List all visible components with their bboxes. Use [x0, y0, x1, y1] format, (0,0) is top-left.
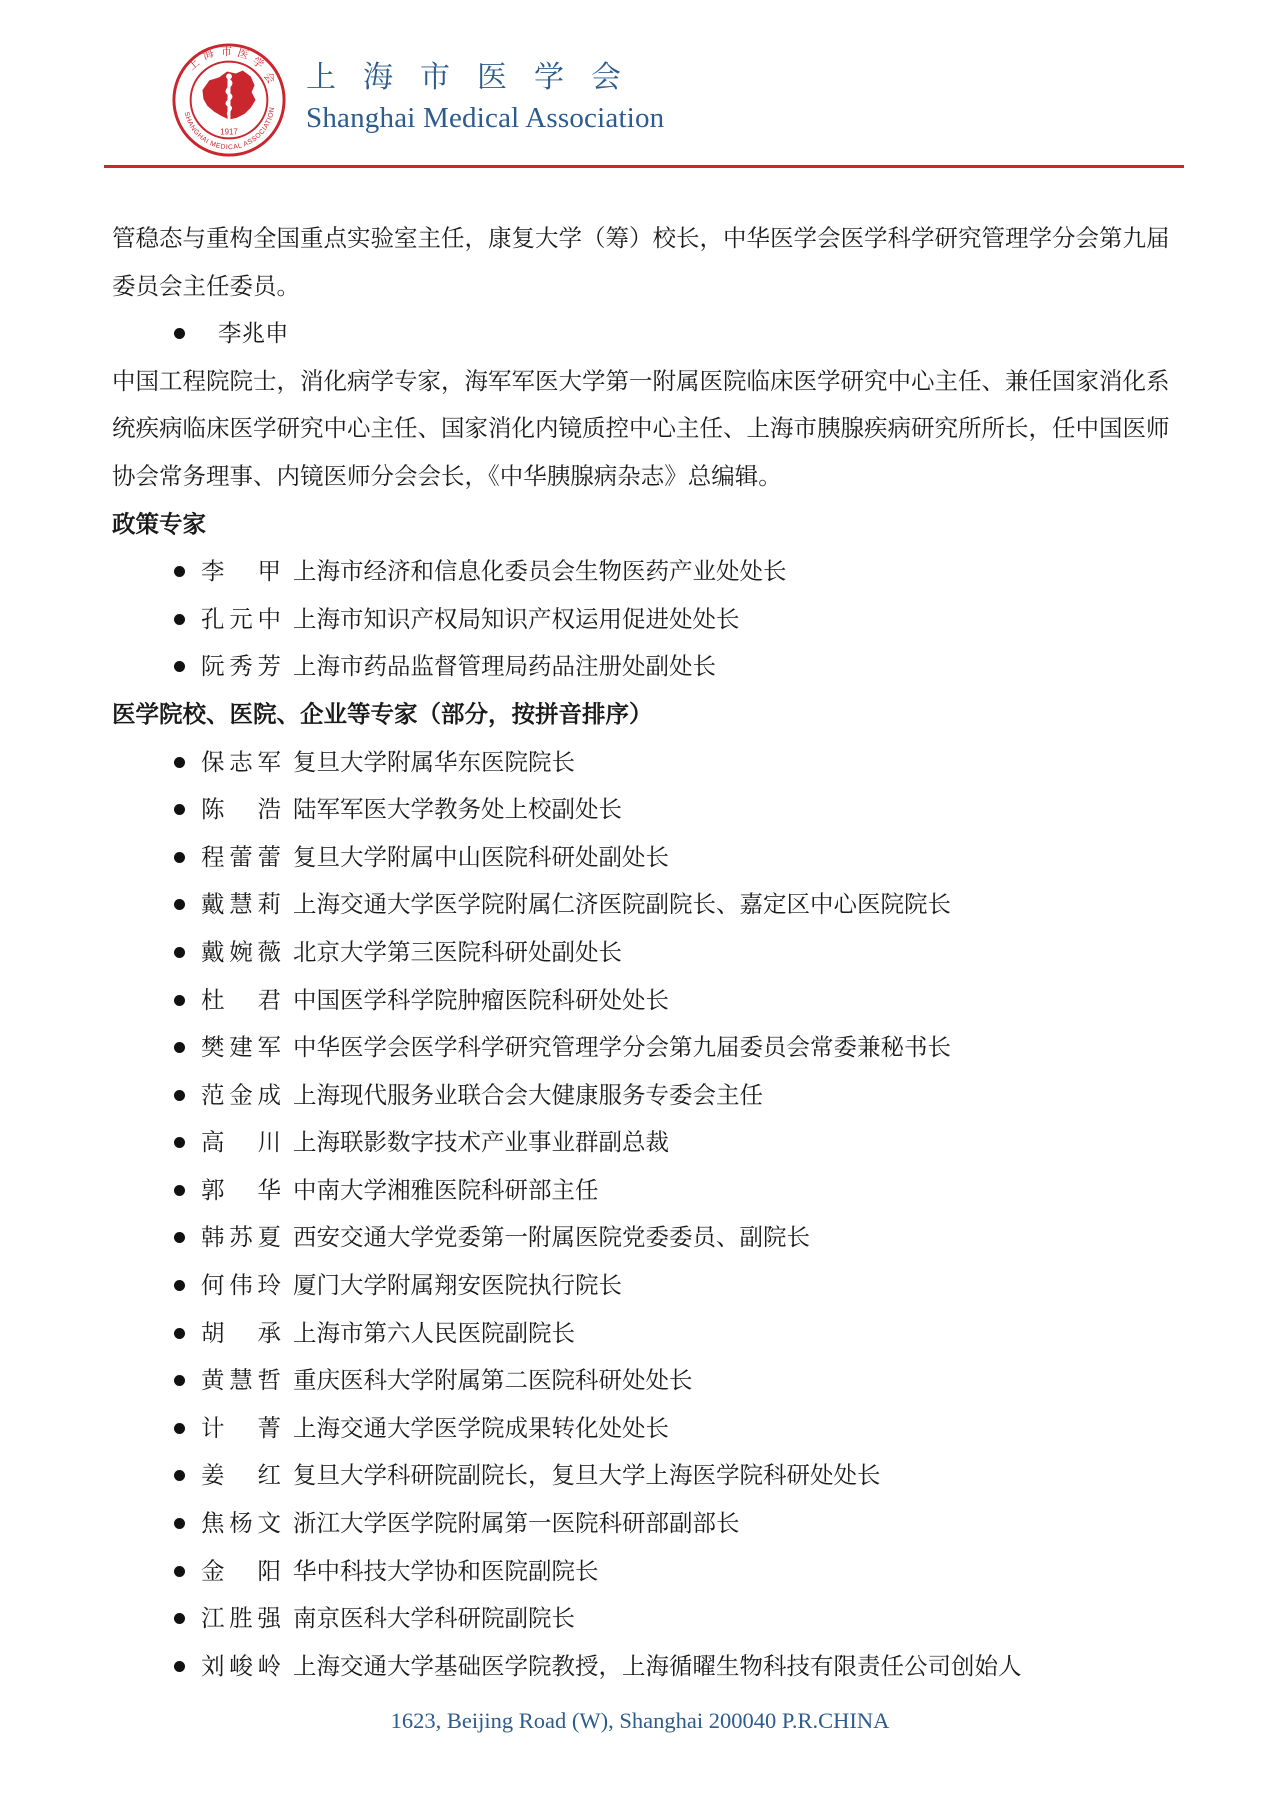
- expert-title: 上海现代服务业联合会大健康服务专委会主任: [293, 1080, 763, 1109]
- expert-name: 樊建军: [201, 1033, 281, 1062]
- bullet-icon: [174, 1613, 185, 1624]
- list-item: [112, 596, 1182, 644]
- expert-title: 上海交通大学医学院附属仁济医院副院长、嘉定区中心医院院长: [293, 890, 951, 919]
- expert-title: 重庆医科大学附属第二医院科研处处长: [293, 1366, 693, 1395]
- expert-title: 西安交通大学党委第一附属医院党委委员、副院长: [293, 1223, 810, 1252]
- header-divider: [104, 165, 1184, 168]
- expert-title: 上海市知识产权局知识产权运用促进处处长: [293, 604, 740, 633]
- expert-title: 复旦大学附属中山医院科研处副处长: [293, 842, 669, 871]
- expert-name: 杜 君: [201, 985, 281, 1014]
- expert-name: 陈 浩: [201, 795, 281, 824]
- list-item: [112, 929, 1182, 977]
- bullet-icon: [174, 1090, 185, 1101]
- bullet-icon: [174, 1566, 185, 1577]
- letterhead: [170, 40, 664, 160]
- expert-title: 上海交通大学基础医学院教授，上海循曜生物科技有限责任公司创始人: [293, 1651, 1022, 1680]
- expert-name: 刘峻岭: [201, 1651, 281, 1680]
- seal-year: 1917: [220, 127, 238, 137]
- svg-text:学: 学: [249, 54, 267, 72]
- expert-title: 中国医学科学院肿瘤医院科研处处长: [293, 985, 669, 1014]
- bullet-icon: [174, 1185, 185, 1196]
- expert-name: 范金成: [201, 1080, 281, 1109]
- expert-name: 戴婉薇: [201, 937, 281, 966]
- list-item: [112, 643, 1182, 691]
- bullet-icon: [174, 1232, 185, 1243]
- list-item: [112, 548, 1182, 596]
- expert-title: 复旦大学附属华东医院院长: [293, 747, 575, 776]
- list-item: [112, 881, 1182, 929]
- section-title-policy: 政策专家: [112, 509, 206, 538]
- expert-title: 上海市药品监督管理局药品注册处副处长: [293, 652, 716, 681]
- expert-name: 高 川: [201, 1128, 281, 1157]
- svg-text:会: 会: [260, 69, 278, 86]
- list-item: [112, 834, 1182, 882]
- list-item: [112, 1643, 1182, 1691]
- expert-title: 中南大学湘雅医院科研部主任: [293, 1175, 599, 1204]
- svg-text:SHANGHAI MEDICAL ASSOCIATION: SHANGHAI MEDICAL ASSOCIATION: [182, 106, 277, 152]
- list-item: [112, 1357, 1182, 1405]
- expert-name: 姜 红: [201, 1461, 281, 1490]
- list-item: [112, 1167, 1182, 1215]
- list-item: [112, 1310, 1182, 1358]
- list-item: [112, 1072, 1182, 1120]
- list-item: [112, 1214, 1182, 1262]
- person-heading: [112, 310, 1182, 358]
- expert-name: 江胜强: [201, 1604, 281, 1633]
- expert-name: 戴慧莉: [201, 890, 281, 919]
- expert-title: 厦门大学附属翔安医院执行院长: [293, 1271, 622, 1300]
- expert-name: 韩苏夏: [201, 1223, 281, 1252]
- bullet-icon: [174, 995, 185, 1006]
- expert-title: 上海市经济和信息化委员会生物医药产业处处长: [293, 557, 787, 586]
- document-body: [112, 215, 1182, 1690]
- bullet-icon: [174, 1518, 185, 1529]
- expert-title: 浙江大学医学院附属第一医院科研部副部长: [293, 1509, 740, 1538]
- list-item: [112, 1595, 1182, 1643]
- list-item: [112, 1548, 1182, 1596]
- bullet-icon: [174, 566, 185, 577]
- expert-name: 黄慧哲: [201, 1366, 281, 1395]
- bullet-icon: [174, 1423, 185, 1434]
- expert-name: 阮秀芳: [201, 652, 281, 681]
- list-item: [112, 1262, 1182, 1310]
- list-item: [112, 977, 1182, 1025]
- list-item: [112, 1024, 1182, 1072]
- section-title-institutions: 医学院校、医院、企业等专家（部分，按拼音排序）: [112, 699, 653, 728]
- expert-title: 北京大学第三医院科研处副处长: [293, 937, 622, 966]
- list-item: [112, 1119, 1182, 1167]
- bullet-icon: [174, 328, 185, 339]
- bullet-icon: [174, 1280, 185, 1291]
- list-item: [112, 1405, 1182, 1453]
- svg-text:医: 医: [235, 46, 251, 62]
- institution-expert-list: [112, 739, 1182, 1691]
- bullet-icon: [174, 852, 185, 863]
- expert-title: 复旦大学科研院副院长，复旦大学上海医学院科研处处长: [293, 1461, 881, 1490]
- policy-expert-list: [112, 548, 1182, 691]
- list-item: [112, 1452, 1182, 1500]
- expert-title: 上海联影数字技术产业事业群副总裁: [293, 1128, 669, 1157]
- bullet-icon: [174, 899, 185, 910]
- expert-name: 计 菁: [201, 1413, 281, 1442]
- svg-text:海: 海: [200, 46, 216, 63]
- bullet-icon: [174, 661, 185, 672]
- expert-name: 孔元中: [201, 604, 281, 633]
- bullet-icon: [174, 1042, 185, 1053]
- expert-name: 焦杨文: [201, 1509, 281, 1538]
- expert-name: 金 阳: [201, 1556, 281, 1585]
- person-name: 李兆申: [218, 319, 289, 348]
- person-bio: 中国工程院院士，消化病学专家，海军军医大学第一附属医院临床医学研究中心主任、兼任国家消化系统疾病临床医学研究中心主任、国家消化内镜质控中心主任、上海市胰腺疾病研究所所长，任中国医师协会常务理事、内镜医师分会会长，《中华胰腺病杂志》总编辑。: [112, 366, 1170, 490]
- bullet-icon: [174, 947, 185, 958]
- intro-continuation: 管稳态与重构全国重点实验室主任，康复大学（筹）校长，中华医学会医学科学研究管理学分会第九届委员会主任委员。: [112, 224, 1170, 300]
- bullet-icon: [174, 804, 185, 815]
- bullet-icon: [174, 1375, 185, 1386]
- bullet-icon: [174, 757, 185, 768]
- expert-title: 上海市第六人民医院副院长: [293, 1318, 575, 1347]
- expert-title: 上海交通大学医学院成果转化处处长: [293, 1413, 669, 1442]
- expert-title: 华中科技大学协和医院副院长: [293, 1556, 599, 1585]
- expert-title: 中华医学会医学科学研究管理学分会第九届委员会常委兼秘书长: [293, 1033, 951, 1062]
- expert-name: 何伟玲: [201, 1271, 281, 1300]
- footer-address: 1623, Beijing Road (W), Shanghai 200040 P.R.CHINA: [390, 1708, 890, 1733]
- expert-name: 保志军: [201, 747, 281, 776]
- list-item: [112, 739, 1182, 787]
- expert-title: 陆军军医大学教务处上校副处长: [293, 795, 622, 824]
- bullet-icon: [174, 1661, 185, 1672]
- bullet-icon: [174, 1328, 185, 1339]
- expert-name: 李 甲: [201, 557, 281, 586]
- expert-name: 郭 华: [201, 1175, 281, 1204]
- list-item: [112, 1500, 1182, 1548]
- svg-text:市: 市: [221, 44, 232, 58]
- expert-title: 南京医科大学科研院副院长: [293, 1604, 575, 1633]
- bullet-icon: [174, 1470, 185, 1481]
- list-item: [112, 786, 1182, 834]
- association-seal-logo: [170, 41, 288, 159]
- expert-name: 胡 承: [201, 1318, 281, 1347]
- organization-name: [306, 60, 665, 136]
- org-name-cn: 上海市医学会: [306, 60, 648, 95]
- expert-name: 程蕾蕾: [201, 842, 281, 871]
- svg-text:上: 上: [185, 55, 202, 73]
- bullet-icon: [174, 1137, 185, 1148]
- org-name-en: Shanghai Medical Association: [306, 102, 665, 134]
- bullet-icon: [174, 614, 185, 625]
